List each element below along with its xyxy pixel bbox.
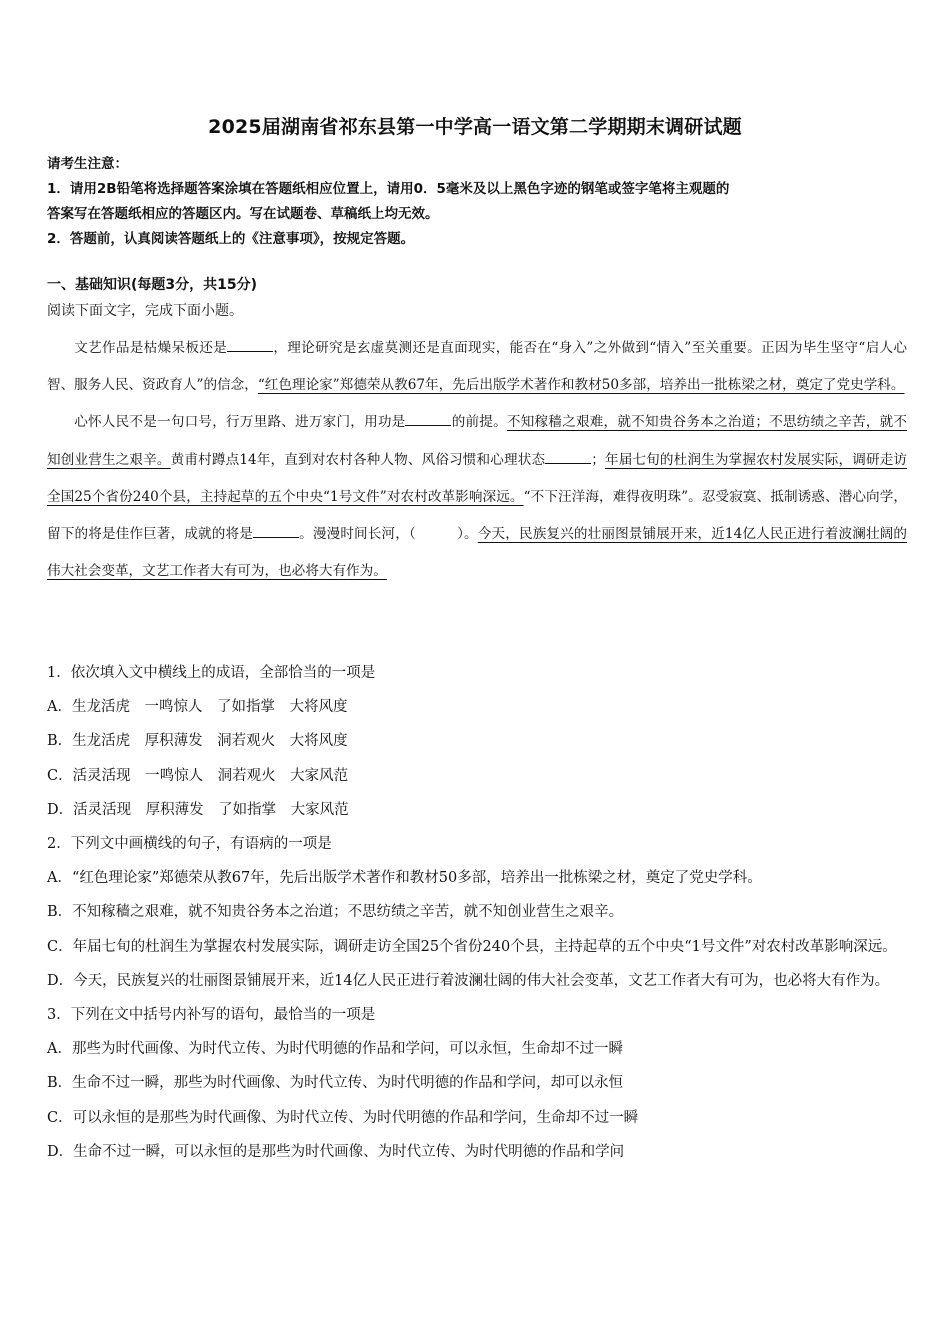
question-2: 2．下列文中画横线的句子，有语病的一项是 xyxy=(47,836,332,853)
fill-blank xyxy=(253,523,299,538)
fill-blank xyxy=(545,449,591,464)
question-3-option-d: D．生命不过一瞬，可以永恒的是那些为时代画像、为时代立传、为时代明德的作品和学问 xyxy=(47,1143,625,1160)
underlined-sentence: 年届七旬的杜润生为掌握农村发展实际，调研走访全国25个省份240个县，主持起草的五个中央“1号文件”对农村改革影响深远。 xyxy=(47,451,908,505)
question-3: 3．下列在文中括号内补写的语句，最恰当的一项是 xyxy=(47,1007,376,1024)
passage-text: 文艺作品是枯燥呆板还是 xyxy=(74,340,228,356)
question-3-option-c: C．可以永恒的是那些为时代画像、为时代立传、为时代明德的作品和学问，生命却不过一瞬 xyxy=(47,1109,639,1126)
passage-text: ； xyxy=(591,451,605,468)
passage-paragraph-2 xyxy=(47,404,907,590)
question-1: 1．依次填入文中横线上的成语，全部恰当的一项是 xyxy=(47,665,376,681)
notice-line-1a: 1．请用2B铅笔将选择题答案涂填在答题纸相应位置上，请用0．5毫米及以上黑色字迹的钢笔或签字笔将主观题的 xyxy=(47,181,730,197)
question-2-option-a: A．“红色理论家”郑德荣从教67年，先后出版学术著作和教材50多部，培养出一批栋梁之材，奠定了党史学科。 xyxy=(47,870,762,887)
passage-text: 黄甫村蹲点14年，直到对农村各种人物、风俗习惯和心理状态 xyxy=(170,451,546,468)
questions xyxy=(47,656,907,1169)
question-3-option-b: B．生命不过一瞬，那些为时代画像、为时代立传、为时代明德的作品和学问，却可以永恒 xyxy=(47,1075,624,1092)
underlined-sentence: “红色理论家”郑德荣从教67年，先后出版学术著作和教材50多部，培养出一批栋梁之材，奠定了党史学科。 xyxy=(257,377,905,394)
passage-text: 。漫漫时间长河，（ ）。 xyxy=(298,526,478,543)
passage-text: ，理论研究是玄虚莫测还是直面现实，能否在“身入”之外做到“情入”至关重要。正因为毕生坚守“启人心智、服务人民、资政育人”的信念， xyxy=(47,340,907,394)
exam-notice xyxy=(47,152,907,252)
question-2-option-c: C．年届七旬的杜润生为掌握农村发展实际，调研走访全国25个省份240个县，主持起草的五个中央“1号文件”对农村改革影响深远。 xyxy=(47,938,897,955)
notice-line-2: 2．答题前，认真阅读答题纸上的《注意事项》，按规定答题。 xyxy=(47,231,415,247)
question-1-option-a: A．生龙活虎 一鸣惊人 了如指掌 大将风度 xyxy=(47,699,348,716)
question-2-option-b: B．不知稼穑之艰难，就不知贵谷务本之治道；不思纺绩之辛苦，就不知创业营生之艰辛。 xyxy=(47,904,624,921)
section-heading: 一、基础知识(每题3分，共15分) xyxy=(47,277,258,293)
section-intro: 阅读下面文字，完成下面小题。 xyxy=(47,303,243,319)
reading-passage xyxy=(47,330,907,590)
fill-blank xyxy=(405,411,451,426)
question-3-option-a: A．那些为时代画像、为时代立传、为时代明德的作品和学问，可以永恒，生命却不过一瞬 xyxy=(47,1041,623,1058)
notice-line-1b: 答案写在答题纸相应的答题区内。写在试题卷、草稿纸上均无效。 xyxy=(47,206,439,222)
question-2-option-d: D．今天，民族复兴的壮丽图景铺展开来，近14亿人民正进行着波澜壮阔的伟大社会变革，文艺工作者大有可为，也必将大有作为。 xyxy=(47,972,890,989)
question-1-option-c: C．活灵活现 一鸣惊人 洞若观火 大家风范 xyxy=(47,767,349,784)
question-1-option-d: D．活灵活现 厚积薄发 了如指掌 大家风范 xyxy=(47,801,349,818)
notice-heading: 请考生注意： xyxy=(47,156,128,172)
passage-paragraph-1 xyxy=(47,330,907,404)
passage-text: 的前提。 xyxy=(451,414,507,431)
underlined-sentence: 不知稼穑之艰难，就不知贵谷务本之治道；不思纺绩之辛苦，就不知创业营生之艰辛。 xyxy=(47,414,908,468)
page-title: 2025届湖南省祁东县第一中学高一语文第二学期期末调研试题 xyxy=(208,116,742,138)
underlined-sentence: 今天，民族复兴的壮丽图景铺展开来，近14亿人民正进行着波澜壮阔的伟大社会变革，文艺工作者大有可为，也必将大有作为。 xyxy=(47,526,908,580)
fill-blank xyxy=(227,337,273,352)
passage-text: 心怀人民不是一句口号，行万里路、进万家门，用功是 xyxy=(74,414,406,431)
question-1-option-b: B．生龙活虎 厚积薄发 洞若观火 大将风度 xyxy=(47,733,348,750)
passage-text: “不下汪洋海，难得夜明珠”。忍受寂寞、抵制诱惑、潜心向学，留下的将是佳作巨著，成就的将是 xyxy=(47,488,907,543)
